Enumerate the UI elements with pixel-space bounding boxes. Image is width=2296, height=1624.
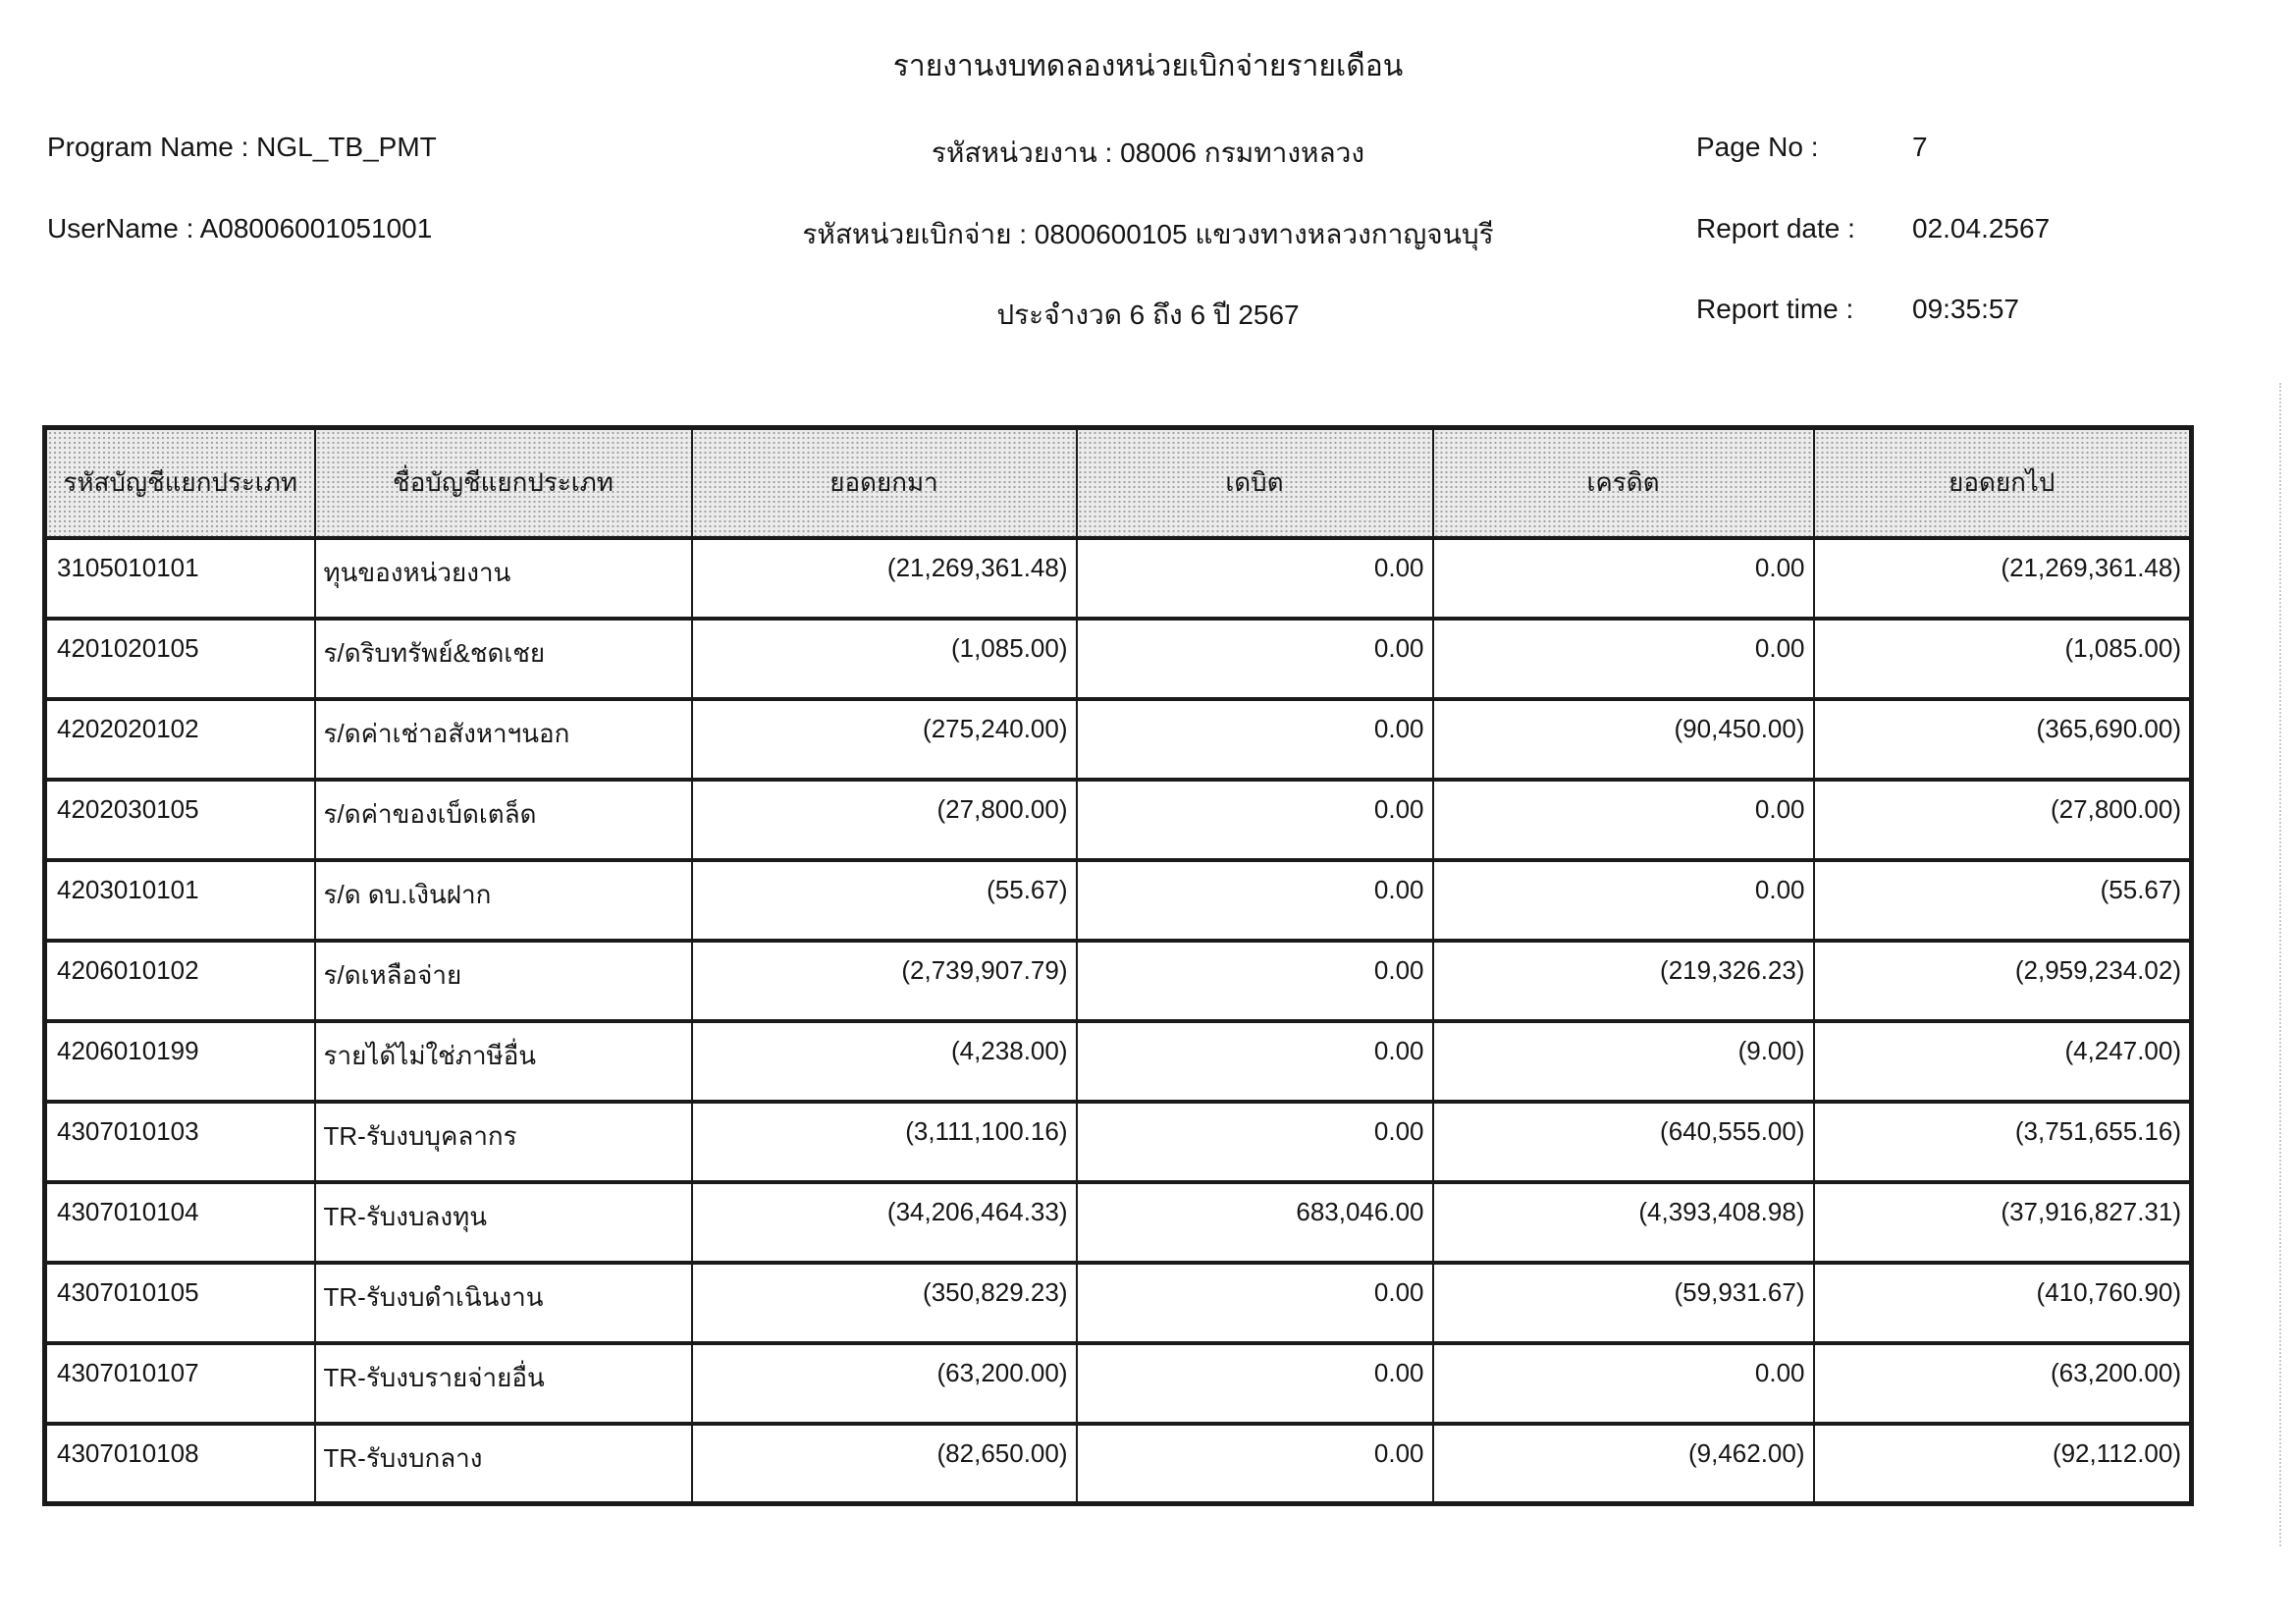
cell-closing-balance: (27,800.00) — [1814, 780, 2192, 860]
cell-opening-balance: (3,111,100.16) — [692, 1102, 1077, 1182]
page-no-label: Page No : — [1696, 132, 1819, 162]
cell-debit: 0.00 — [1077, 1021, 1433, 1102]
cell-debit: 0.00 — [1077, 1263, 1433, 1343]
trial-balance-table — [42, 425, 2194, 1506]
col-header-account-name: ชื่อบัญชีแยกประเภท — [315, 428, 692, 538]
col-header-opening-balance: ยอดยกมา — [692, 428, 1077, 538]
cell-account-code: 4307010105 — [45, 1263, 315, 1343]
cell-account-code: 4307010108 — [45, 1424, 315, 1504]
cell-closing-balance: (92,112.00) — [1814, 1424, 2192, 1504]
cell-account-name: TR-รับงบดำเนินงาน — [315, 1263, 692, 1343]
cell-credit: (4,393,408.98) — [1433, 1182, 1814, 1263]
cell-credit: 0.00 — [1433, 619, 1814, 699]
cell-credit: 0.00 — [1433, 860, 1814, 941]
table-row — [45, 1182, 2192, 1263]
cell-opening-balance: (55.67) — [692, 860, 1077, 941]
cell-opening-balance: (1,085.00) — [692, 619, 1077, 699]
cell-account-code: 4201020105 — [45, 619, 315, 699]
cell-credit: (90,450.00) — [1433, 699, 1814, 780]
cell-debit: 0.00 — [1077, 699, 1433, 780]
cell-account-name: ร/ด ดบ.เงินฝาก — [315, 860, 692, 941]
cell-account-code: 4202020102 — [45, 699, 315, 780]
table-row — [45, 1263, 2192, 1343]
table-row — [45, 1102, 2192, 1182]
col-header-credit: เครดิต — [1433, 428, 1814, 538]
cell-credit: (9,462.00) — [1433, 1424, 1814, 1504]
cell-opening-balance: (34,206,464.33) — [692, 1182, 1077, 1263]
period-line: ประจำงวด 6 ถึง 6 ปี 2567 — [996, 299, 1300, 330]
cell-opening-balance: (2,739,907.79) — [692, 941, 1077, 1021]
cell-account-name: ร/ดค่าของเบ็ดเตล็ด — [315, 780, 692, 860]
cell-credit: 0.00 — [1433, 780, 1814, 860]
table-row — [45, 538, 2192, 619]
cell-debit: 0.00 — [1077, 1424, 1433, 1504]
program-name-line: Program Name : NGL_TB_PMT — [47, 132, 437, 162]
cell-closing-balance: (4,247.00) — [1814, 1021, 2192, 1102]
scan-edge-artifact — [2279, 383, 2281, 1546]
report-date-label: Report date : — [1696, 213, 1855, 244]
cell-opening-balance: (21,269,361.48) — [692, 538, 1077, 619]
cell-opening-balance: (275,240.00) — [692, 699, 1077, 780]
cell-debit: 0.00 — [1077, 941, 1433, 1021]
cell-opening-balance: (4,238.00) — [692, 1021, 1077, 1102]
report-time-value: 09:35:57 — [1912, 294, 2019, 324]
table-row — [45, 1343, 2192, 1424]
cell-account-code: 4307010103 — [45, 1102, 315, 1182]
cell-account-name: TR-รับงบลงทุน — [315, 1182, 692, 1263]
cell-account-name: รายได้ไม่ใช่ภาษีอื่น — [315, 1021, 692, 1102]
cell-account-name: ทุนของหน่วยงาน — [315, 538, 692, 619]
cell-debit: 0.00 — [1077, 619, 1433, 699]
table-body — [45, 538, 2192, 1504]
cell-debit: 0.00 — [1077, 860, 1433, 941]
cell-debit: 0.00 — [1077, 1343, 1433, 1424]
cell-closing-balance: (55.67) — [1814, 860, 2192, 941]
cell-account-name: TR-รับงบกลาง — [315, 1424, 692, 1504]
report-title: รายงานงบทดลองหน่วยเบิกจ่ายรายเดือน — [892, 50, 1404, 82]
cell-closing-balance: (1,085.00) — [1814, 619, 2192, 699]
table-row — [45, 860, 2192, 941]
cell-opening-balance: (350,829.23) — [692, 1263, 1077, 1343]
cell-account-name: ร/ดค่าเช่าอสังหาฯนอก — [315, 699, 692, 780]
cell-account-code: 4307010104 — [45, 1182, 315, 1263]
cell-credit: (9.00) — [1433, 1021, 1814, 1102]
cell-credit: (59,931.67) — [1433, 1263, 1814, 1343]
page-no-value: 7 — [1912, 132, 1928, 162]
cell-closing-balance: (3,751,655.16) — [1814, 1102, 2192, 1182]
table-row — [45, 1424, 2192, 1504]
cell-account-name: TR-รับงบบุคลากร — [315, 1102, 692, 1182]
cell-opening-balance: (27,800.00) — [692, 780, 1077, 860]
cell-account-code: 4206010102 — [45, 941, 315, 1021]
report-date-value: 02.04.2567 — [1912, 213, 2051, 244]
cell-credit: 0.00 — [1433, 538, 1814, 619]
cell-closing-balance: (365,690.00) — [1814, 699, 2192, 780]
cell-debit: 0.00 — [1077, 538, 1433, 619]
table-row — [45, 780, 2192, 860]
cell-account-code: 4307010107 — [45, 1343, 315, 1424]
table-row — [45, 1021, 2192, 1102]
cell-account-code: 4206010199 — [45, 1021, 315, 1102]
cell-credit: (640,555.00) — [1433, 1102, 1814, 1182]
table-row — [45, 699, 2192, 780]
cell-closing-balance: (37,916,827.31) — [1814, 1182, 2192, 1263]
cell-opening-balance: (63,200.00) — [692, 1343, 1077, 1424]
cell-account-code: 4202030105 — [45, 780, 315, 860]
cell-account-code: 3105010101 — [45, 538, 315, 619]
table-row — [45, 619, 2192, 699]
table-header-row — [45, 428, 2192, 538]
cell-account-code: 4203010101 — [45, 860, 315, 941]
cell-debit: 0.00 — [1077, 1102, 1433, 1182]
cell-credit: (219,326.23) — [1433, 941, 1814, 1021]
cell-credit: 0.00 — [1433, 1343, 1814, 1424]
table-row — [45, 941, 2192, 1021]
cell-debit: 0.00 — [1077, 780, 1433, 860]
cell-account-name: ร/ดเหลือจ่าย — [315, 941, 692, 1021]
cell-closing-balance: (2,959,234.02) — [1814, 941, 2192, 1021]
cell-closing-balance: (63,200.00) — [1814, 1343, 2192, 1424]
cell-account-name: ร/ดริบทรัพย์&ชดเชย — [315, 619, 692, 699]
col-header-account-code: รหัสบัญชีแยกประเภท — [45, 428, 315, 538]
cell-debit: 683,046.00 — [1077, 1182, 1433, 1263]
agency-code-line: รหัสหน่วยงาน : 08006 กรมทางหลวง — [931, 137, 1365, 168]
report-time-label: Report time : — [1696, 294, 1854, 324]
cell-opening-balance: (82,650.00) — [692, 1424, 1077, 1504]
disbursement-unit-line: รหัสหน่วยเบิกจ่าย : 0800600105 แขวงทางหลวงกาญจนบุรี — [802, 219, 1494, 249]
cell-account-name: TR-รับงบรายจ่ายอื่น — [315, 1343, 692, 1424]
col-header-debit: เดบิต — [1077, 428, 1433, 538]
cell-closing-balance: (21,269,361.48) — [1814, 538, 2192, 619]
username-line: UserName : A08006001051001 — [47, 213, 433, 244]
col-header-closing-balance: ยอดยกไป — [1814, 428, 2192, 538]
cell-closing-balance: (410,760.90) — [1814, 1263, 2192, 1343]
